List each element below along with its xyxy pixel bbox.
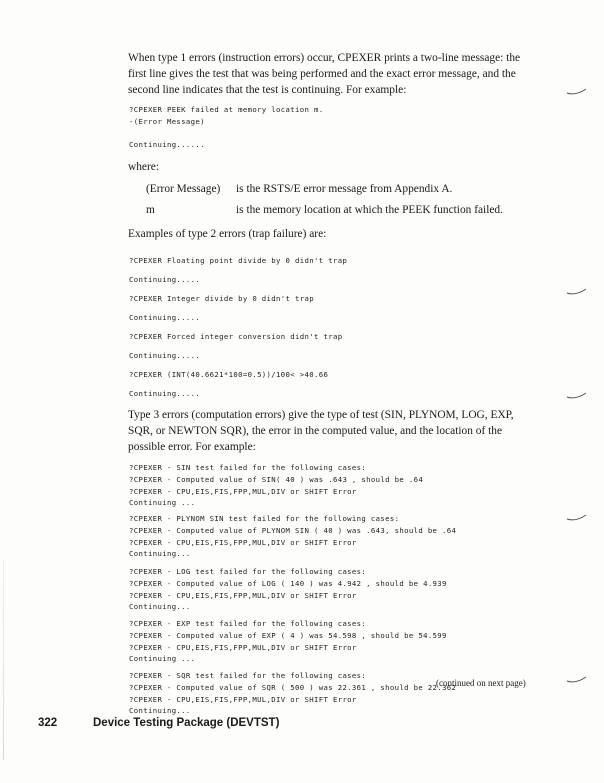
type2-example-line: Continuing..... <box>129 313 201 322</box>
margin-tick-icon <box>566 512 588 522</box>
type3-paragraph: Type 3 errors (computation errors) give the type of test (SIN, PLYNOM, LOG, EXP, SQR, or NEWTON SQR), the error in the computed value, and the location of the possible error. For example: <box>128 409 514 453</box>
type2-example-line: Continuing..... <box>129 351 201 360</box>
type2-example-line: ?CPEXER (INT(40.6621*100=0.5))/100< >40.66 <box>129 370 329 379</box>
type2-intro: Examples of type 2 errors (trap failure) are: <box>128 228 327 240</box>
type3-example-sin: ?CPEXER - SIN test failed for the following cases: ?CPEXER - Computed value of SIN( 40 ) was .643 , should be .64 ?CPEXER - CPU,EIS,FIS,FPP,MUL,DIV or SHIFT Error Continuing ... <box>129 463 424 508</box>
definition-term-error-message: (Error Message) <box>146 183 221 195</box>
margin-tick-icon <box>566 286 588 296</box>
page-number: 322 <box>38 717 58 729</box>
footer-title: Device Testing Package (DEVTST) <box>93 717 280 729</box>
type3-example-plynom: ?CPEXER - PLYNOM SIN test failed for the following cases: ?CPEXER - Computed value of PLYNOM SIN ( 40 ) was .643, should be .64 ?CPEXER - CPU,EIS,FIS,FPP,MUL,DIV or SHIFT Error Continuing... <box>129 514 457 559</box>
where-label: where: <box>128 161 159 173</box>
type1-example: ?CPEXER PEEK failed at memory location m. -(Error Message) Continuing...... <box>129 105 324 150</box>
type2-example-line: Continuing..... <box>129 389 201 398</box>
definition-text-m: is the memory location at which the PEEK function failed. <box>236 204 503 216</box>
margin-tick-icon <box>566 390 588 400</box>
type2-example-line: ?CPEXER Integer divide by 0 didn't trap <box>129 294 314 303</box>
type2-example-line: ?CPEXER Floating point divide by 0 didn't trap <box>129 256 348 265</box>
margin-tick-icon <box>566 86 588 96</box>
margin-tick-icon <box>566 674 588 684</box>
continued-note: (continued on next page) <box>436 678 526 688</box>
type3-example-log: ?CPEXER - LOG test failed for the following cases: ?CPEXER - Computed value of LOG ( 140 ) was 4.942 , should be 4.939 ?CPEXER - CPU,EIS,FIS,FPP,MUL,DIV or SHIFT Error Continuing... <box>129 567 447 612</box>
scan-edge-shadow <box>3 560 4 760</box>
type3-example-sqr: ?CPEXER - SQR test failed for the following cases: ?CPEXER - Computed value of SQR ( 500 ) was 22.361 , should be 22.362 ?CPEXER - CPU,EIS,FIS,FPP,MUL,DIV or SHIFT Error Continuing... <box>129 671 457 716</box>
type2-example-line: ?CPEXER Forced integer conversion didn't trap <box>129 332 343 341</box>
definition-text-error-message: is the RSTS/E error message from Appendix A. <box>236 183 453 195</box>
type3-example-exp: ?CPEXER - EXP test failed for the following cases: ?CPEXER - Computed value of EXP ( 4 ) was 54.598 , should be 54.599 ?CPEXER - CPU,EIS,FIS,FPP,MUL,DIV or SHIFT Error Continuing ... <box>129 619 447 664</box>
intro-paragraph: When type 1 errors (instruction errors) occur, CPEXER prints a two-line message: the first line gives the test that was being performed and the exact error message, and the second line indicates that the test is continuing. For example: <box>128 52 521 96</box>
type2-example-line: Continuing..... <box>129 275 201 284</box>
definition-term-m: m <box>146 204 155 216</box>
